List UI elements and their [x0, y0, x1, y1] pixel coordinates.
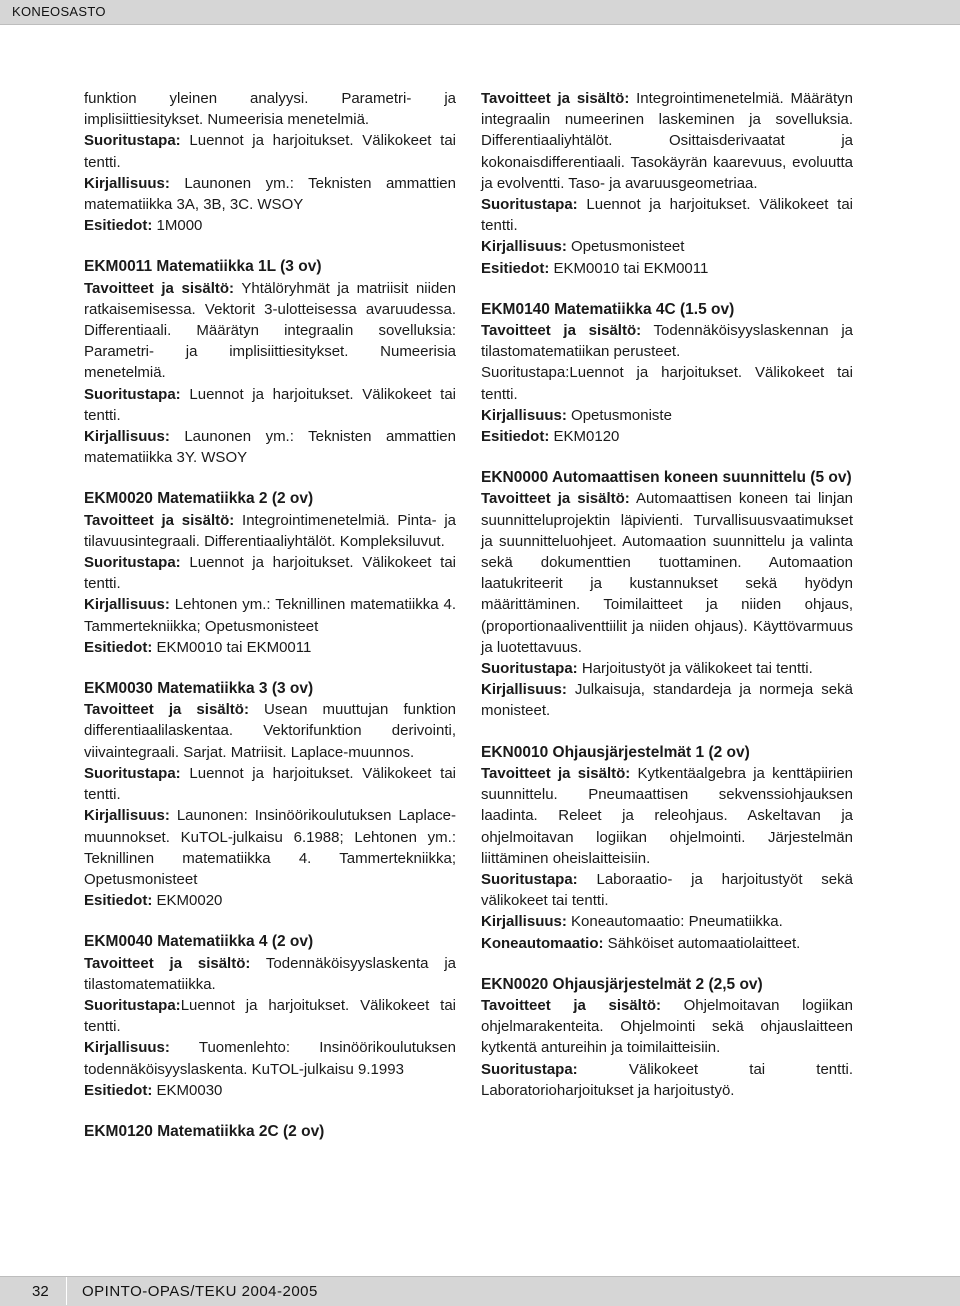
paragraph: Kirjallisuus: Tuomenlehto: Insinöörikoulutuksen todennäköisyyslaskenta. KuTOL-julkaisu 9.1993: [84, 1039, 456, 1078]
paragraph: Kirjallisuus: Julkaisuja, standardeja ja normeja sekä monisteet.: [481, 681, 853, 720]
paragraph: Kirjallisuus: Launonen: Insinöörikoulutuksen Laplace-muunnokset. KuTOL-julkaisu 6.1988; Lehtonen ym.: Teknillinen matematiikka 4. Tammertekniikka; Opetusmonisteet: [84, 807, 456, 888]
paragraph: Suoritustapa: Luennot ja harjoitukset. Välikokeet tai tentti.: [84, 554, 456, 593]
paragraph: Tavoitteet ja sisältö: Todennäköisyyslaskennan ja tilastomatematiikan perusteet.: [481, 322, 854, 361]
paragraph: Suoritustapa: Laboraatio- ja harjoitustyöt sekä välikokeet tai tentti.: [481, 870, 853, 910]
paragraph: Tavoitteet ja sisältö: Integrointimenetelmiä. Pinta- ja tilavuusintegraali. Differentiaaliyhtälöt. Kompleksiluvut.: [84, 511, 456, 550]
paragraph: Esitiedot: EKM0020: [84, 892, 223, 910]
paragraph: Suoritustapa: Luennot ja harjoitukset. Välikokeet tai tentti.: [84, 385, 456, 424]
section-header: KONEOSASTO: [12, 4, 106, 19]
paragraph: Suoritustapa: Luennot ja harjoitukset. Välikokeet tai tentti.: [481, 196, 853, 235]
right-column: [481, 88, 853, 1101]
course-title: EKM0040 Matematiikka 4 (2 ov): [84, 933, 314, 951]
paragraph: Suoritustapa:Luennot ja harjoitukset. Välikokeet tai tentti.: [84, 996, 456, 1036]
paragraph: Kirjallisuus: Koneautomaatio: Pneumatiikka.: [481, 913, 783, 931]
paragraph: Suoritustapa:Luennot ja harjoitukset. Välikokeet tai tentti.: [481, 364, 853, 403]
paragraph: Suoritustapa: Luennot ja harjoitukset. Välikokeet tai tentti.: [84, 132, 456, 171]
paragraph: Esitiedot: 1M000: [84, 217, 203, 235]
paragraph: Suoritustapa: Luennot ja harjoitukset. Välikokeet tai tentti.: [84, 764, 456, 804]
course-title: EKM0020 Matematiikka 2 (2 ov): [84, 490, 314, 508]
course-title: EKM0011 Matematiikka 1L (3 ov): [84, 258, 322, 276]
paragraph: Esitiedot: EKM0010 tai EKM0011: [84, 638, 312, 656]
paragraph: Koneautomaatio: Sähköiset automaatiolaitteet.: [481, 934, 801, 952]
paragraph: Kirjallisuus: Opetusmoniste: [481, 406, 672, 424]
course-title: EKM0120 Matematiikka 2C (2 ov): [84, 1122, 325, 1140]
paragraph: Kirjallisuus: Lehtonen ym.: Teknillinen matematiikka 4. Tammertekniikka; Opetusmonisteet: [84, 596, 456, 635]
paragraph: Tavoitteet ja sisältö: Todennäköisyyslaskenta ja tilastomatematiikka.: [84, 954, 456, 993]
paragraph: Tavoitteet ja sisältö: Ohjelmoitavan logiikan ohjelmarakenteita. Ohjelmointi sekä ohjauslaitteen kytkentä antureihin ja toimilaitteisiin.: [481, 996, 853, 1057]
course-title: EKN0000 Automaattisen koneen suunnittelu (5 ov): [481, 469, 852, 487]
paragraph: Suoritustapa: Harjoitustyöt ja välikokeet tai tentti.: [481, 660, 813, 678]
course-title: EKM0030 Matematiikka 3 (3 ov): [84, 680, 314, 698]
course-title: EKN0020 Ohjausjärjestelmät 2 (2,5 ov): [481, 975, 763, 993]
left-column: [84, 88, 456, 1142]
paragraph: Tavoitteet ja sisältö: Kytkentäalgebra ja kenttäpiirien suunnittelu. Pneumaattisen sekvenssiohjauksen laadinta. Releet ja releohjaus. Askeltavan ja ohjelmoitavan logiikan ohjelmointi. Järjestelmän liittäminen oheislaitteisiin.: [481, 764, 854, 867]
paragraph: Esitiedot: EKM0030: [84, 1081, 223, 1099]
paragraph: Suoritustapa: Välikokeet tai tentti. Laboratorioharjoitukset ja harjoitustyö.: [481, 1060, 853, 1099]
paragraph: Tavoitteet ja sisältö: Yhtälöryhmät ja matriisit niiden ratkaisemisessa. Vektorit 3-ulotteisessa avaruudessa. Differentiaali. Määrätyn integraalin sovelluksia: Parametri- ja implisiittiesitykset. Numeerisia menetelmiä.: [84, 279, 456, 382]
header-bar: [0, 0, 960, 25]
paragraph: Kirjallisuus: Opetusmonisteet: [481, 238, 685, 256]
paragraph: Tavoitteet ja sisältö: Integrointimenetelmiä. Määrätyn integraalin numeerinen laskeminen ja sovelluksia. Differentiaaliyhtälöt. Osittaisderivaatat ja kokonaisdifferentiaali. Tasokäyrän kaarevuus, evoluutta ja evolventti. Taso- ja avaruusgeometriaa.: [481, 90, 853, 192]
paragraph: funktion yleinen analyysi. Parametri- ja implisiittiesitykset. Numeerisia menetelmiä.: [84, 90, 456, 129]
paragraph: Kirjallisuus: Launonen ym.: Teknisten ammattien matematiikka 3A, 3B, 3C. WSOY: [84, 174, 456, 214]
paragraph: Tavoitteet ja sisältö: Usean muuttujan funktion differentiaalilaskentaa. Vektorifunktion derivointi, viivaintegraali. Sarjat. Matriisit. Laplace-muunnos.: [84, 701, 457, 761]
paragraph: Tavoitteet ja sisältö: Automaattisen koneen tai linjan suunnitteluprojektin läpivienti. Turvallisuusvaatimukset ja suunnitteluohjeet. Automaation suunnittelu ja valinta sekä dokumenttien tuottaminen. Automaation laatukriteerit ja kustannukset sekä hyödyn määrittäminen. Toimilaitteet ja niiden ohjaus, (proportionaaliventtiilit ja niiden ohjaus). Käyttövarmuus ja luotettavuus.: [481, 490, 854, 656]
paragraph: Kirjallisuus: Launonen ym.: Teknisten ammattien matematiikka 3Y. WSOY: [84, 428, 456, 467]
paragraph: Esitiedot: EKM0010 tai EKM0011: [481, 259, 709, 277]
page-number: 32: [32, 1283, 49, 1300]
footer-title: OPINTO-OPAS/TEKU 2004-2005: [82, 1283, 318, 1300]
paragraph: Esitiedot: EKM0120: [481, 428, 620, 446]
footer-divider: [66, 1277, 67, 1305]
course-title: EKN0010 Ohjausjärjestelmät 1 (2 ov): [481, 743, 750, 761]
course-title: EKM0140 Matematiikka 4C (1.5 ov): [481, 300, 735, 318]
